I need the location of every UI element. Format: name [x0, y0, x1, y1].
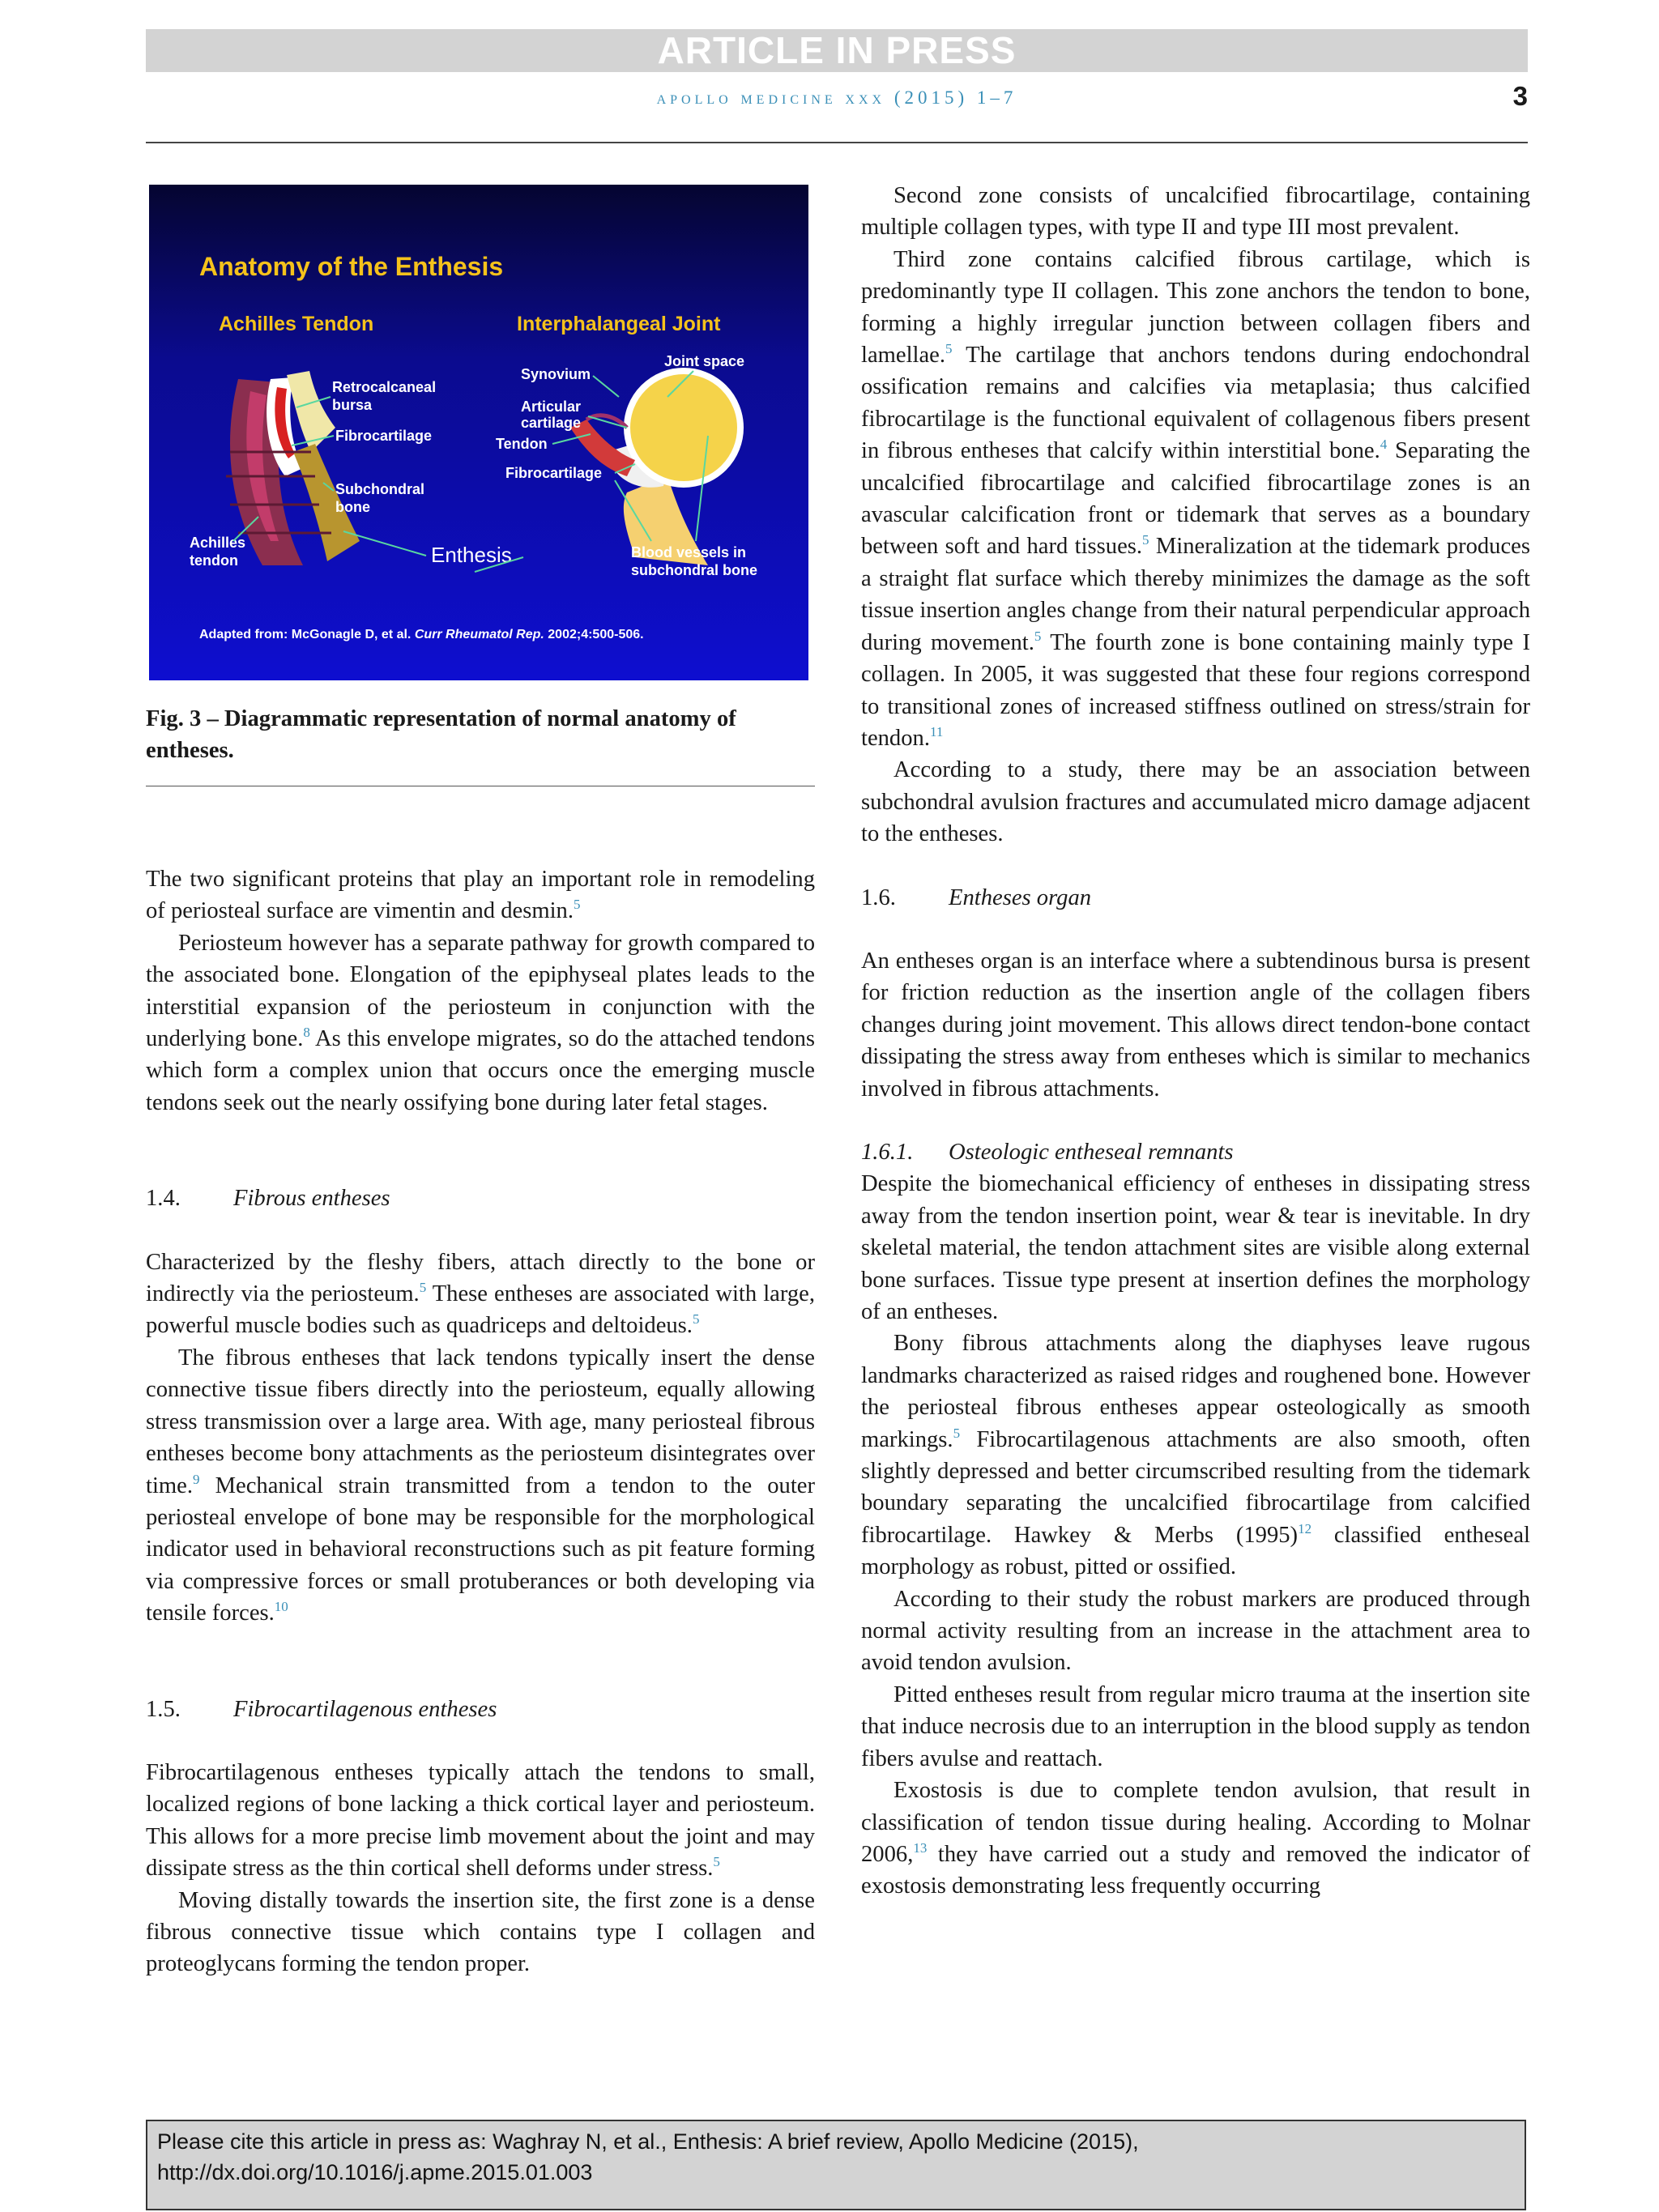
label-enthesis: Enthesis [431, 543, 512, 567]
left-column [146, 863, 815, 1980]
reference-link[interactable]: 13 [913, 1839, 928, 1856]
right-paragraph-9: Exostosis is due to complete tendon avulsion, that result in classification of tendon tissue during healing. According to Molnar 2006,13 they have carried out a study and removed the indicator of exostosis demonstrating less frequently occurring [861, 1778, 1530, 1899]
label-cartilage: cartilage [521, 415, 582, 431]
reference-link[interactable]: 11 [929, 723, 944, 739]
journal-running-head: apollo medicine xxx (2015) 1–7 [656, 87, 1017, 108]
left-paragraph-6: Moving distally towards the insertion site, the first zone is a dense fibrous connective tissue which contains type I collagen and proteoglycans forming the tendon proper. [146, 1887, 815, 1977]
subsection-heading-1-6-1: 1.6.1. Osteologic entheseal remnants [861, 1139, 1234, 1165]
right-column [861, 180, 1530, 1903]
left-paragraph-3: Characterized by the fleshy fibers, attach directly to the bone or indirectly via the periosteum.$^5$ These entheses are associated with large, powerful muscle bodies such as quadriceps and deltoideus.$^5$ [146, 1249, 815, 1339]
left-paragraph-1: The two significant proteins that play an important role in remodeling of periosteal surface are vimentin and desmin.$^5$ [146, 867, 815, 924]
reference-link[interactable]: 5 [953, 1425, 961, 1441]
right-paragraph-1: Second zone consists of uncalcified fibrocartilage, containing multiple collagen types, with type II and type III most prevalent. [861, 183, 1530, 241]
page-number: 3 [1512, 81, 1528, 111]
reference-link[interactable]: 4 [1380, 437, 1388, 453]
reference-link[interactable]: 5 [945, 341, 953, 357]
right-paragraph-2: Third zone contains calcified fibrous cartilage, which is predominantly type II collagen. This zone anchors the tendon to bone, forming a highly irregular junction between collagen fibers and lamellae.$^5$ The cartilage that anchors tendons during endochondral ossification remains and calcifies via metaplasia; thus calcified fibrocartilage is the functional equivalent of collagenous fibers present in fibrous entheses that calcify within interstitial bone.$^4$ Separating the uncalcified fibrocartilage and calcified fibrocartilage zones is an avascular calcification front or tidemark that serves as a boundary between soft and hard tissues.$^5$ Mineralization at the tidemark produces a straight flat surface which thereby minimizes the damage as the soft tissue insertion angles change from their natural perpendicular approach during movement.$^5$ The fourth zone is bone containing mainly type I collagen. In 2005, it was suggested that these four regions correspond to transitional zones of increased stiffness outlined on stress/strain for tendon.$^{11}$ [861, 246, 1530, 751]
reference-link[interactable]: 5 [419, 1280, 427, 1296]
label-subchondral-bone: subchondral bone [631, 562, 758, 578]
left-paragraph-5: Fibrocartilagenous entheses typically attach the tendons to small, localized regions of bone lacking a thick cortical layer and periosteum. This allows for a more precise limb movement about the joint and may dissipate stress as the thin cortical shell deforms under stress.$^5$ [146, 1759, 815, 1882]
label-synovium: Synovium [521, 366, 591, 382]
label-bone: bone [335, 499, 370, 515]
figure-caption: Fig. 3 – Diagrammatic representation of normal anatomy of entheses. [146, 706, 736, 764]
citation-box: Please cite this article in press as: Waghray N, et al., Enthesis: A brief review, Apollo Medicine (2015), http://dx.doi.org/10.1016/j.apme.2015.01.003 [146, 2120, 1526, 2210]
right-paragraph-7: According to their study the robust markers are produced through normal activity resulting from an increase in the attachment area to avoid tendon avulsion. [861, 1586, 1530, 1676]
right-paragraph-4: An entheses organ is an interface where a subtendinous bursa is present for friction reduction as the insertion angle of the collagen fibers changes during joint movement. This allows direct tendon-bone contact dissipating the stress away from entheses which is similar to mechanics involved in fibrous attachments. [861, 948, 1530, 1102]
label-blood-vessels: Blood vessels in [631, 544, 747, 560]
label-tendon: Tendon [496, 436, 548, 452]
section-heading-1-6: 1.6. Entheses organ [861, 884, 1092, 910]
reference-link[interactable]: 5 [1034, 628, 1042, 644]
reference-link[interactable]: 5 [692, 1311, 700, 1328]
right-paragraph-8: Pitted entheses result from regular micro trauma at the insertion site that induce necrosis due to an interruption in the blood supply as tendon fibers avulse and reattach. [861, 1681, 1530, 1771]
reference-link[interactable]: 5 [574, 897, 581, 913]
right-heading: Interphalangeal Joint [517, 313, 721, 335]
figure-source: Adapted from: McGonagle D, et al. Curr Rheumatol Rep. 2002;4:500-506. [199, 628, 644, 641]
left-heading: Achilles Tendon [219, 313, 374, 335]
right-paragraph-3: According to a study, there may be an association between subchondral avulsion fractures and accumulated micro damage adjacent to the entheses. [861, 757, 1530, 847]
section-heading-1-4: 1.4. Fibrous entheses [146, 1186, 390, 1212]
label-fibrocartilage-right: Fibrocartilage [505, 465, 603, 481]
reference-link[interactable]: 12 [1298, 1520, 1312, 1536]
figure-title: Anatomy of the Enthesis [199, 252, 504, 281]
reference-link[interactable]: 8 [303, 1025, 310, 1041]
article-in-press-banner: ARTICLE IN PRESS [146, 29, 1528, 72]
label-fibrocartilage-left: Fibrocartilage [335, 428, 433, 444]
label-achilles-tendon: tendon [190, 552, 238, 569]
label-achilles: Achilles [190, 535, 246, 551]
left-paragraph-2: Periosteum however has a separate pathway for growth compared to the associated bone. Elongation of the epiphyseal plates leads to the interstitial expansion of the periosteum in conjunction with the underlying bone.$^8$ As this envelope migrates, so do the attached tendons which form a complex union that occurs once the emerging muscle tendons seek out the nearly ossifying bone during later fetal stages. [146, 930, 815, 1115]
label-retrocalcaneal: Retrocalcaneal [332, 379, 437, 395]
label-articular: Articular [521, 399, 582, 415]
figure-3-image [149, 185, 808, 680]
right-paragraph-6: Bony fibrous attachments along the diaphyses leave rugous landmarks characterized as raised ridges and roughened bone. However the periosteal fibrous entheses appear osteologically as smooth markings.$^5$ Fibrocartilagenous attachments are also smooth, often slightly depressed and better circumscribed resulting from the tidemark boundary separating the uncalcified fibrocartilage from calcified fibrocartilage. Hawkey & Merbs $(1995)^{12}$ classified entheseal morphology as robust, pitted or ossified. [861, 1331, 1530, 1580]
reference-link[interactable]: 9 [192, 1471, 200, 1487]
left-paragraph-4: The fibrous entheses that lack tendons typically insert the dense connective tissue fibers directly into the periosteum, equally allowing stress transmission over a large area. With age, many periosteal fibrous entheses become bony attachments as the periosteum disintegrates over time.$^9$ Mechanical strain transmitted from a tendon to the outer periosteal envelope of bone may be responsible for the morphological indicator used in behavioral reconstructions such as pit feature forming via compressive forces or small protuberances or both developing via tensile forces.$^{10}$ [146, 1345, 815, 1626]
section-heading-1-5: 1.5. Fibrocartilagenous entheses [146, 1696, 497, 1722]
reference-link[interactable]: 10 [274, 1599, 288, 1615]
label-subchondral: Subchondral [335, 481, 425, 497]
right-paragraph-5: Despite the biomechanical efficiency of entheses in dissipating stress away from the tendon insertion point, wear & tear is inevitable. In dry skeletal material, the tendon attachment sites are visible along external bone surfaces. Tissue type present at insertion defines the morphology of an entheses. [861, 1171, 1530, 1324]
reference-link[interactable]: 5 [1142, 532, 1149, 548]
reference-link[interactable]: 5 [713, 1854, 720, 1870]
label-bursa: bursa [332, 397, 373, 413]
label-joint-space: Joint space [664, 353, 745, 369]
header-rule [146, 142, 1528, 143]
